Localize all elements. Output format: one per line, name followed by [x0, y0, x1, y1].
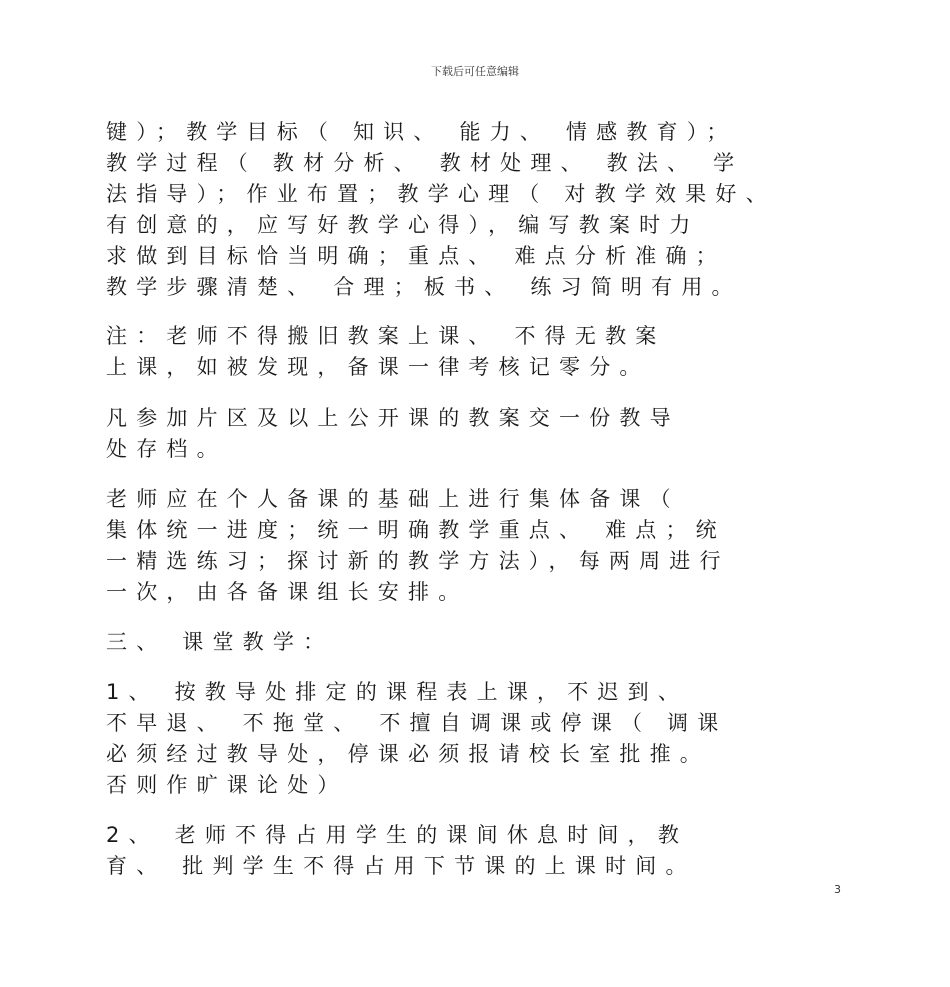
text-line: 一精选练习；探讨新的教学方法），每两周进行 — [106, 549, 730, 573]
text-line: 一次，由各备课组长安排。 — [106, 580, 469, 604]
text-line: 不早退、 不拖堂、 不擅自调课或停课（ 调课 — [106, 711, 728, 735]
text-line: 有创意的，应写好教学心得），编写教案时力 — [106, 213, 700, 237]
text-line: 2、 老师不得占用学生的课间休息时间，教 — [106, 823, 689, 847]
text-line: 1、 按教导处排定的课程表上课，不迟到、 — [106, 680, 689, 704]
text-line: 凡参加片区及以上公开课的教案交一份教导 — [106, 406, 680, 430]
text-line: 必须经过教导处，停课必须报请校长室批推。 — [106, 742, 710, 766]
page-number: 3 — [834, 883, 841, 896]
text-line: 教学步骤清楚、 合理；板书、 练习简明有用。 — [106, 275, 742, 299]
text-line: 否则作旷课论处） — [106, 773, 348, 797]
text-line: 求做到目标恰当明确；重点、 难点分析准确； — [106, 244, 726, 268]
text-line: 注：老师不得搬旧教案上课、 不得无教案 — [106, 324, 666, 348]
text-line: 上课，如被发现，备课一律考核记零分。 — [106, 355, 650, 379]
page-header: 下载后可任意编辑 — [431, 65, 519, 78]
text-line: 教学过程（ 教材分析、 教材处理、 教法、 学 — [106, 151, 744, 175]
text-line: 键）；教学目标（ 知识、 能力、 情感教育）； — [106, 120, 737, 144]
section-heading: 三、 课堂教学： — [106, 630, 334, 654]
text-line: 处存档。 — [106, 437, 227, 461]
text-line: 法指导）；作业布置；教学心理（ 对教学效果好、 — [106, 182, 776, 206]
text-line: 育、 批判学生不得占用下节课的上课时间。 — [106, 854, 696, 878]
text-line: 老师应在个人备课的基础上进行集体备课（ — [106, 487, 680, 511]
text-line: 集体统一进度；统一明确教学重点、 难点；统 — [106, 518, 726, 542]
